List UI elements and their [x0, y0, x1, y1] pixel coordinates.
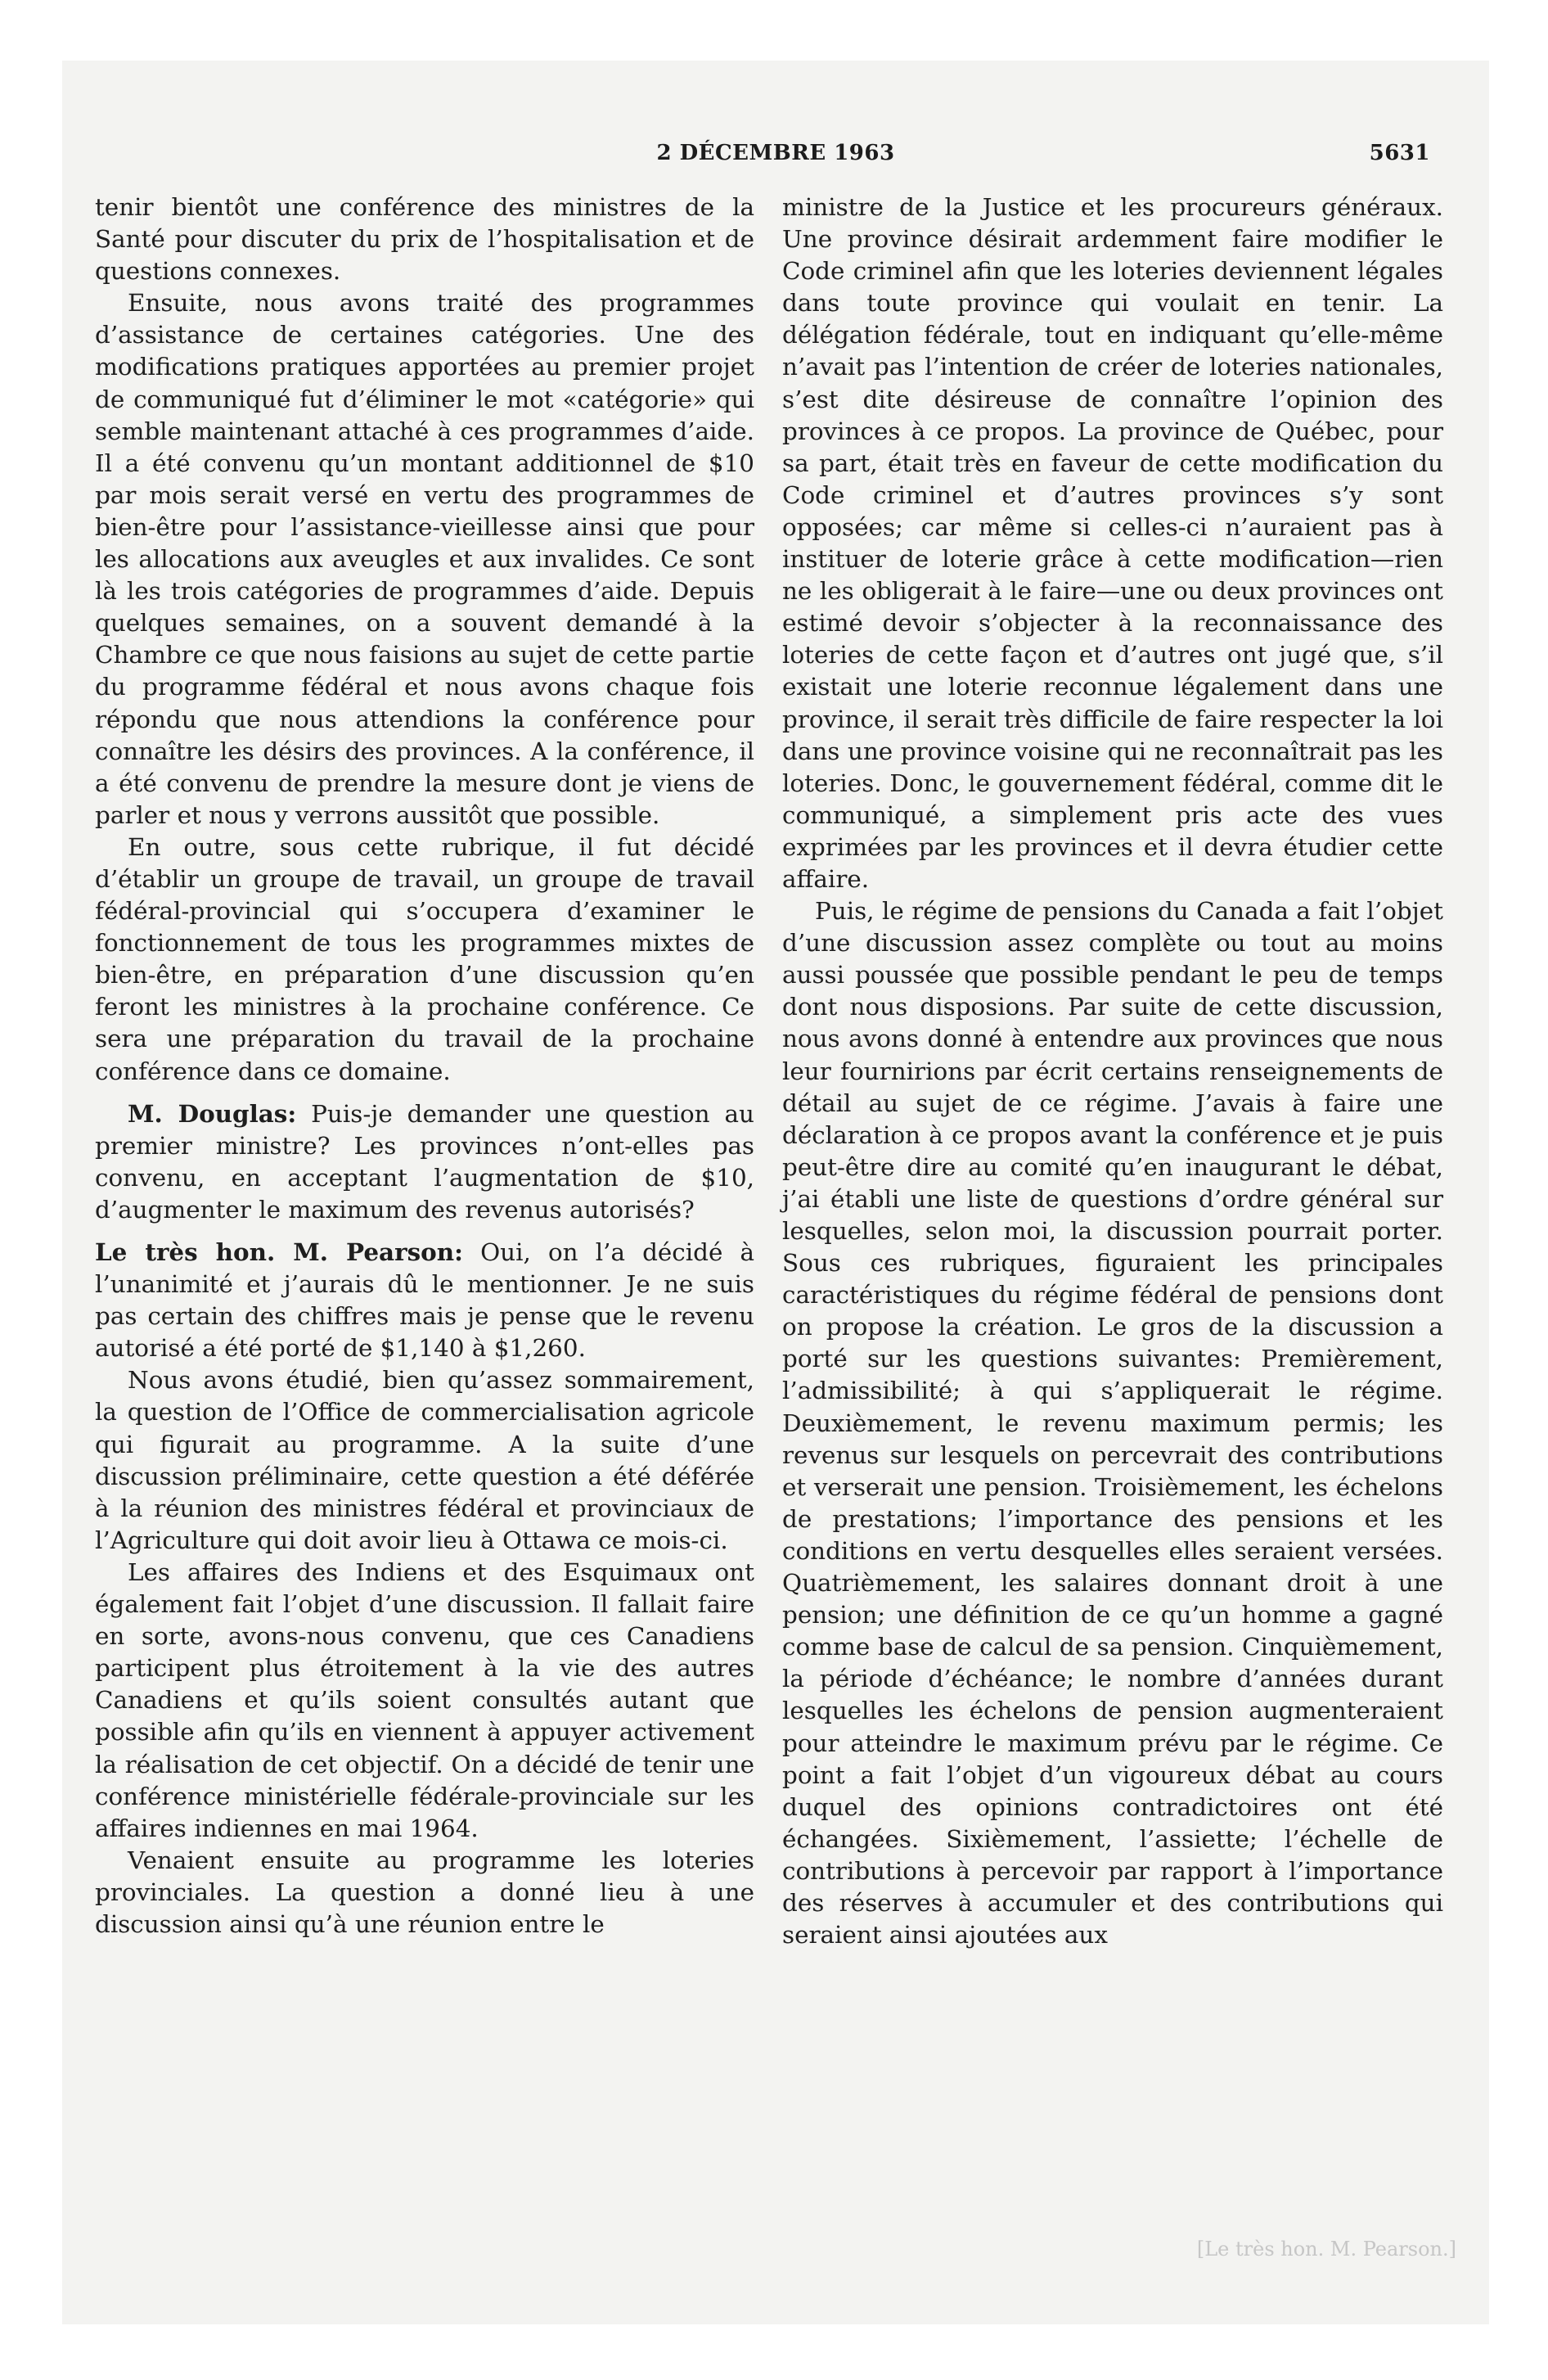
left-column — [95, 192, 754, 1941]
paragraph: Ensuite, nous avons traité des programmes d’assistance de certaines catégories. Une des modifications pratiques apportées au premier projet de communiqué fut d’éliminer le mot «catégorie» qui semble maintenant attaché à ces programmes d’aide. Il a été convenu qu’un montant additionnel de $10 par mois serait versé en vertu des programmes de bien-être pour l’assistance-vieillesse ainsi que pour les allocations aux aveugles et aux invalides. Ce sont là les trois catégories de programmes d’aide. Depuis quelques semaines, on a souvent demandé à la Chambre ce que nous faisions au sujet de cette partie du programme fédéral et nous avons chaque fois répondu que nous attendions la conférence pour connaître les désirs des provinces. A la conférence, il a été convenu de prendre la mesure dont je viens de parler et nous y verrons aussitôt que possible. — [95, 289, 754, 829]
page-number: 5631 — [1369, 141, 1430, 165]
paragraph: ministre de la Justice et les procureurs généraux. Une province désirait ardemment faire modifier le Code criminel afin que les loteries deviennent légales dans toute province qui voulait en tenir. La délégation fédérale, tout en indiquant qu’elle-même n’avait pas l’intention de créer de loteries nationales, s’est dite désireuse de connaître l’opinion des provinces à ce propos. La province de Québec, pour sa part, était très en faveur de cette modification du Code criminel et d’autres provinces s’y sont opposées; car même si celles-ci n’auraient pas à instituer de loterie grâce à cette modification—rien ne les obligerait à le faire—une ou deux provinces ont estimé devoir s’objecter à la reconnaissance des loteries de cette façon et d’autres ont jugé que, s’il existait une loterie reconnue légalement dans une province, il serait très difficile de faire respecter la loi dans une province voisine qui ne reconnaîtrait pas les loteries. Donc, le gouvernement fédéral, comme dit le communiqué, a simplement pris acte des vues exprimées par les provinces et il devra étudier cette affaire. — [782, 193, 1443, 893]
speaker-name: Le très hon. M. Pearson: — [95, 1237, 463, 1266]
paragraph: Venaient ensuite au programme les loteries provinciales. La question a donné lieu à une discussion ainsi qu’à une réunion entre le — [95, 1846, 754, 1938]
header-date: 2 DÉCEMBRE 1963 — [656, 141, 895, 165]
paragraph: Les affaires des Indiens et des Esquimaux ont également fait l’objet d’une discussion. Il fallait faire en sorte, avons-nous convenu, que ces Canadiens participent plus étroitement à la vie des autres Canadiens et qu’ils soient consultés autant que possible afin qu’ils en viennent à appuyer activement la réalisation de cet objectif. On a décidé de tenir une conférence ministérielle fédérale-provinciale sur les affaires indiennes en mai 1964. — [95, 1557, 754, 1842]
page-header — [62, 141, 1489, 182]
speaker-name: M. Douglas: — [128, 1098, 297, 1128]
paragraph: Puis, le régime de pensions du Canada a fait l’objet d’une discussion assez complète ou tout au moins aussi poussée que possible pendant le peu de temps dont nous disposions. Par suite de cette discussion, nous avons donné à entendre aux provinces que nous leur fournirions par écrit certains renseignements de détail au sujet de ce régime. J’avais à faire une déclaration à ce propos avant la conférence et je puis peut-être dire au comité qu’en inaugurant le débat, j’ai établi une liste de questions d’ordre général sur lesquelles, selon moi, la discussion pourrait porter. Sous ces rubriques, figuraient les principales caractéristiques du régime fédéral de pensions dont on propose la création. Le gros de la discussion a porté sur les questions suivantes: Premièrement, l’admissibilité; à qui s’appliquerait le régime. Deuxièmement, le revenu maximum permis; les revenus sur lesquels on percevrait des contributions et verserait une pension. Troisièmement, les échelons de prestations; l’importance des pensions et les conditions en vertu desquelles elles seraient versées. Quatrièmement, les salaires donnant droit à une pension; une définition de ce qu’un homme a gagné comme base de calcul de sa pension. Cinquièmement, la période d’échéance; le nombre d’années durant lesquelles les échelons de pension augmenteraient pour atteindre le maximum prévu par le régime. Ce point a fait l’objet d’un vigoureux débat au cours duquel des opinions contradictoires ont été échangées. Sixièmement, l’assiette; l’échelle de contributions à percevoir par rapport à l’importance des réserves à accumuler et des contributions qui seraient ainsi ajoutées aux — [782, 897, 1443, 1950]
speaker-text: Oui, on l’a décidé à l’unanimité et j’aurais dû le mentionner. Je ne suis pas certain des chiffres mais je pense que le revenu autorisé a été porté de $1,140 à $1,260. — [95, 1238, 754, 1363]
bleed-through-note: [Le très hon. M. Pearson.] — [1196, 2238, 1456, 2261]
paragraph: tenir bientôt une conférence des ministres de la Santé pour discuter du prix de l’hospitalisation et de questions connexes. — [95, 193, 754, 286]
right-column — [782, 192, 1443, 1951]
page-sheet — [62, 61, 1489, 2324]
speaker-paragraph — [95, 1236, 754, 1364]
speaker-paragraph — [95, 1098, 754, 1226]
paragraph: En outre, sous cette rubrique, il fut décidé d’établir un groupe de travail, un groupe de travail fédéral-provincial qui s’occupera d’examiner le fonctionnement de tous les programmes mixtes de bien-être, en préparation d’une discussion qu’en feront les ministres à la prochaine conférence. Ce sera une préparation du travail de la prochaine conférence dans ce domaine. — [95, 832, 754, 1085]
speaker-text: Puis-je demander une question au premier ministre? Les provinces n’ont-elles pas convenu, en acceptant l’augmentation de $10, d’augmenter le maximum des revenus autorisés? — [95, 1099, 754, 1224]
paragraph: Nous avons étudié, bien qu’assez sommairement, la question de l’Office de commercialisation agricole qui figurait au programme. A la suite d’une discussion préliminaire, cette question a été déférée à la réunion des ministres fédéral et provinciaux de l’Agriculture qui doit avoir lieu à Ottawa ce mois-ci. — [95, 1366, 754, 1554]
